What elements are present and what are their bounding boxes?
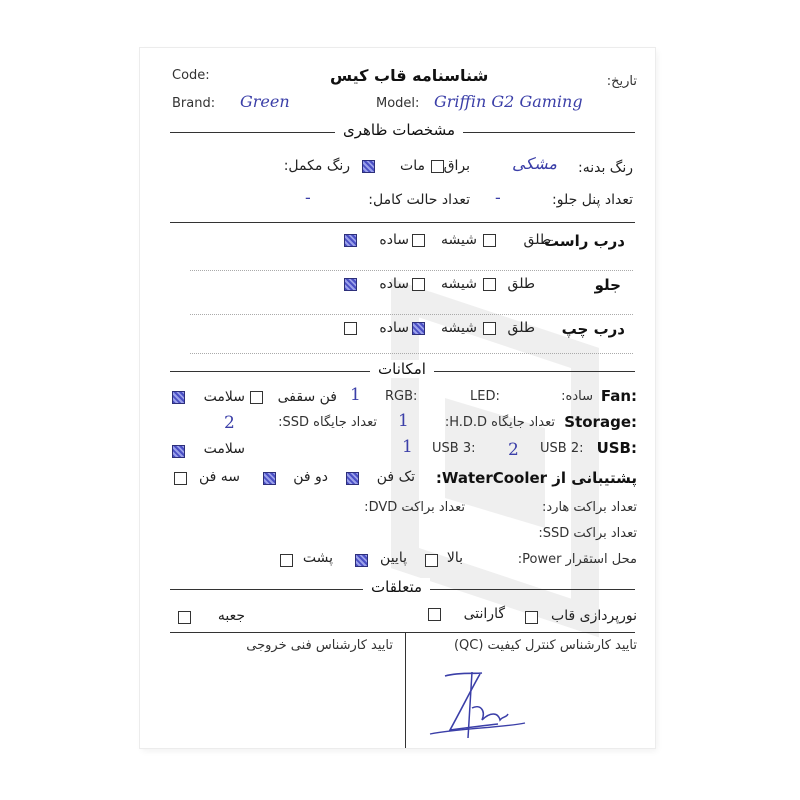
power-location-label: محل استقرار Power: — [517, 552, 637, 567]
front-mesh-label: طلق — [507, 276, 535, 292]
right-door-mesh-checkbox[interactable] — [483, 234, 496, 247]
model-label: Model: — [376, 96, 420, 111]
appearance-heading: مشخصات ظاهری — [335, 121, 463, 139]
fan-label: Fan: — [600, 387, 637, 405]
front-plain-label: ساده — [379, 276, 409, 292]
left-door-glass-label: شیشه — [441, 320, 477, 336]
finish-glossy-label: براق — [443, 158, 470, 174]
right-door-plain-label: ساده — [379, 232, 409, 248]
left-door-plain-checkbox[interactable] — [344, 322, 357, 335]
box-label: جعبه — [217, 608, 245, 624]
wc-single-label: تک فن — [376, 469, 415, 485]
storage-label: Storage: — [564, 413, 637, 431]
signature-icon — [420, 668, 530, 748]
hdd-value: 1 — [398, 411, 409, 431]
power-back-checkbox[interactable] — [280, 554, 293, 567]
right-door-plain-checkbox[interactable] — [344, 234, 357, 247]
fan-ceiling-checkbox[interactable] — [250, 391, 263, 404]
finish-matte-checkbox[interactable] — [362, 160, 375, 173]
hdd-bracket-label: تعداد براکت هارد: — [542, 500, 637, 515]
lighting-label: نورپردازی قاب — [551, 608, 637, 624]
divider — [170, 632, 635, 633]
right-door-mesh-label: طلق — [523, 232, 551, 248]
left-door-mesh-label: طلق — [507, 320, 535, 336]
case-spec-form — [140, 48, 655, 748]
dvd-bracket-label: تعداد براکت DVD: — [364, 500, 465, 515]
fan-led-label: LED: — [470, 389, 500, 404]
finish-glossy-checkbox[interactable] — [431, 160, 444, 173]
full-mode-value: - — [305, 188, 311, 208]
qc-approval-label: تایید کارشناس کنترل کیفیت (QC) — [453, 638, 637, 653]
dotted-line — [190, 270, 633, 271]
body-color-label: رنگ بدنه: — [577, 160, 633, 176]
front-mesh-checkbox[interactable] — [483, 278, 496, 291]
full-mode-label: تعداد حالت کامل: — [368, 192, 470, 208]
warranty-label: گارانتی — [463, 606, 505, 622]
wc-triple-checkbox[interactable] — [174, 472, 187, 485]
body-color-value: مشکی — [511, 154, 557, 173]
brand-value: Green — [240, 92, 290, 111]
power-bottom-label: پایین — [380, 550, 407, 566]
divider — [170, 222, 635, 223]
usb2-value: 2 — [508, 440, 519, 460]
front-glass-checkbox[interactable] — [412, 278, 425, 291]
form-title: شناسنامه قاب کیس — [330, 66, 489, 85]
fan-ceiling-label: فن سقفی — [277, 389, 337, 405]
wc-triple-label: سه فن — [198, 469, 240, 485]
wc-double-label: دو فن — [293, 469, 328, 485]
power-top-checkbox[interactable] — [425, 554, 438, 567]
left-door-plain-label: ساده — [379, 320, 409, 336]
usb3-label: USB 3: — [432, 441, 476, 456]
lighting-checkbox[interactable] — [525, 611, 538, 624]
power-top-label: بالا — [446, 550, 463, 566]
dotted-line — [190, 314, 633, 315]
ssd-value: 2 — [224, 413, 235, 433]
fan-rgb-value: 1 — [350, 385, 361, 405]
tech-approval-label: تایید کارشناس فنی خروجی — [246, 638, 393, 653]
finish-matte-label: مات — [400, 158, 425, 174]
usb-ok-label: سلامت — [203, 441, 245, 457]
usb3-value: 1 — [402, 437, 413, 457]
warranty-checkbox[interactable] — [428, 608, 441, 621]
fan-plain-label: ساده: — [561, 389, 593, 404]
accent-color-label: رنگ مکمل: — [283, 158, 350, 174]
left-door-glass-checkbox[interactable] — [412, 322, 425, 335]
hdd-label: تعداد جایگاه H.D.D: — [444, 415, 555, 430]
accessories-heading: متعلقات — [363, 578, 430, 596]
front-glass-label: شیشه — [441, 276, 477, 292]
front-label: جلو — [594, 276, 621, 294]
power-back-label: پشت — [302, 550, 333, 566]
code-label: Code: — [172, 68, 210, 83]
usb2-label: USB 2: — [540, 441, 584, 456]
fan-rgb-label: RGB: — [385, 389, 418, 404]
date-label: تاریخ: — [606, 74, 637, 89]
watercooler-label: پشتیبانی از WaterCooler: — [435, 469, 637, 487]
features-heading: امکانات — [370, 360, 434, 378]
left-door-label: درب چپ — [561, 320, 625, 338]
fan-ok-label: سلامت — [203, 389, 245, 405]
front-panels-label: تعداد پنل جلو: — [552, 192, 633, 208]
right-door-glass-checkbox[interactable] — [412, 234, 425, 247]
right-door-glass-label: شیشه — [441, 232, 477, 248]
box-checkbox[interactable] — [178, 611, 191, 624]
front-panels-value: - — [495, 188, 501, 208]
ssd-label: تعداد جایگاه SSD: — [278, 415, 377, 430]
left-door-mesh-checkbox[interactable] — [483, 322, 496, 335]
power-bottom-checkbox[interactable] — [355, 554, 368, 567]
wc-single-checkbox[interactable] — [346, 472, 359, 485]
dotted-line — [190, 353, 633, 354]
wc-double-checkbox[interactable] — [263, 472, 276, 485]
right-door-label: درب راست — [543, 232, 625, 250]
brand-label: Brand: — [172, 96, 216, 111]
usb-ok-checkbox[interactable] — [172, 445, 185, 458]
usb-label: USB: — [596, 439, 637, 457]
front-plain-checkbox[interactable] — [344, 278, 357, 291]
ssd-bracket-label: تعداد براکت SSD: — [538, 526, 637, 541]
model-value: Griffin G2 Gaming — [434, 92, 583, 111]
fan-ok-checkbox[interactable] — [172, 391, 185, 404]
column-divider — [405, 632, 406, 748]
